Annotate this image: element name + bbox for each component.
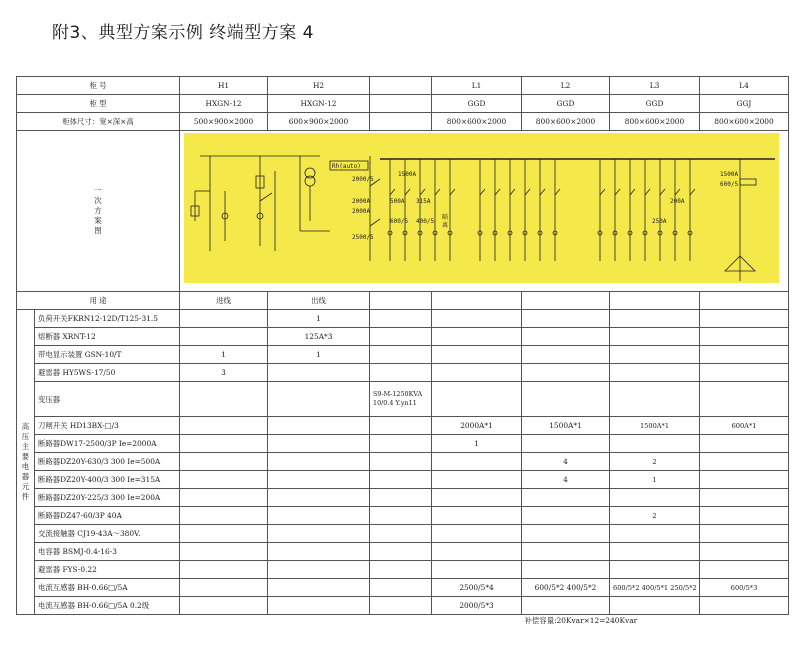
component-qty bbox=[700, 346, 789, 364]
component-qty bbox=[180, 507, 268, 525]
cabinet-cell: 600×900×2000 bbox=[268, 113, 370, 131]
component-qty bbox=[522, 525, 610, 543]
component-qty: 1500A*1 bbox=[522, 417, 610, 435]
cabinet-cell: H1 bbox=[180, 77, 268, 95]
diagram-label: 250A bbox=[652, 218, 667, 225]
cabinet-cell: GGD bbox=[522, 95, 610, 113]
component-qty bbox=[700, 561, 789, 579]
header-row bbox=[17, 95, 789, 113]
component-qty bbox=[700, 543, 789, 561]
component-name: 电流互感器 BH-0.66□/5A bbox=[35, 579, 180, 597]
component-row bbox=[17, 525, 789, 543]
component-qty bbox=[700, 507, 789, 525]
component-row bbox=[17, 417, 789, 435]
component-qty: 4 bbox=[522, 453, 610, 471]
component-qty bbox=[700, 435, 789, 453]
component-qty bbox=[700, 310, 789, 328]
row-label: 用 途 bbox=[17, 292, 180, 310]
component-name: 避雷器 HY5WS-17/50 bbox=[35, 364, 180, 382]
usage-cell bbox=[370, 292, 432, 310]
component-qty: 2000A*1 bbox=[432, 417, 522, 435]
component-qty bbox=[268, 435, 370, 453]
cabinet-cell: L4 bbox=[700, 77, 789, 95]
page-title: 附3、典型方案示例 终端型方案 4 bbox=[52, 23, 314, 43]
component-qty bbox=[180, 597, 268, 615]
component-row bbox=[17, 561, 789, 579]
component-qty bbox=[268, 543, 370, 561]
component-qty bbox=[522, 435, 610, 453]
one-line-diagram bbox=[180, 131, 789, 291]
diagram-label: 600/5 bbox=[390, 218, 409, 225]
cabinet-cell bbox=[370, 113, 432, 131]
component-name: 避雷器 FYS-0.22 bbox=[35, 561, 180, 579]
scheme-diagram-row bbox=[17, 131, 789, 292]
component-qty bbox=[180, 525, 268, 543]
component-name: 交流接触器 CJ19-43A～380V. bbox=[35, 525, 180, 543]
cabinet-cell: 800×600×2000 bbox=[432, 113, 522, 131]
component-row bbox=[17, 364, 789, 382]
component-qty bbox=[610, 382, 700, 417]
component-qty bbox=[268, 579, 370, 597]
cabinet-cell: 800×600×2000 bbox=[700, 113, 789, 131]
component-qty bbox=[370, 364, 432, 382]
component-qty bbox=[700, 525, 789, 543]
cabinet-cell: GGD bbox=[432, 95, 522, 113]
component-qty bbox=[180, 543, 268, 561]
diagram-label: 1500A bbox=[398, 171, 417, 178]
component-row bbox=[17, 489, 789, 507]
footnote-row bbox=[17, 615, 789, 627]
component-qty bbox=[180, 328, 268, 346]
component-row bbox=[17, 382, 789, 417]
component-qty bbox=[180, 382, 268, 417]
header-row bbox=[17, 77, 789, 95]
component-qty bbox=[522, 310, 610, 328]
component-qty bbox=[432, 382, 522, 417]
component-qty: 600/5*2 400/5*2 bbox=[522, 579, 610, 597]
usage-row bbox=[17, 292, 789, 310]
component-qty bbox=[180, 561, 268, 579]
component-qty bbox=[370, 310, 432, 328]
cabinet-cell bbox=[370, 77, 432, 95]
component-qty bbox=[370, 453, 432, 471]
component-qty bbox=[268, 525, 370, 543]
diagram-label: 2000/5 bbox=[352, 176, 374, 183]
component-qty bbox=[180, 435, 268, 453]
component-qty bbox=[432, 310, 522, 328]
component-qty bbox=[268, 417, 370, 435]
row-label: 柜体尺寸：宽×深×高 bbox=[17, 113, 180, 131]
component-row bbox=[17, 328, 789, 346]
component-qty bbox=[370, 346, 432, 364]
diagram-label: 2500/5 bbox=[352, 234, 374, 241]
component-qty bbox=[432, 525, 522, 543]
component-qty bbox=[700, 489, 789, 507]
component-qty bbox=[700, 328, 789, 346]
component-qty: 2000/5*3 bbox=[432, 597, 522, 615]
component-qty: 2 bbox=[610, 507, 700, 525]
cabinet-cell: L2 bbox=[522, 77, 610, 95]
component-row bbox=[17, 435, 789, 453]
diagram-label: 2000A bbox=[352, 198, 371, 205]
component-qty bbox=[370, 328, 432, 346]
component-qty: S9-M-1250KVA 10/0.4 Y.yn11 bbox=[370, 382, 432, 417]
usage-cell bbox=[432, 292, 522, 310]
component-qty bbox=[522, 328, 610, 346]
component-qty bbox=[370, 543, 432, 561]
component-qty bbox=[268, 453, 370, 471]
cabinet-cell: L3 bbox=[610, 77, 700, 95]
component-qty bbox=[370, 579, 432, 597]
component-qty bbox=[268, 364, 370, 382]
component-qty bbox=[370, 471, 432, 489]
component-qty bbox=[610, 346, 700, 364]
component-qty: 600/5*2 400/5*1 250/5*2 bbox=[610, 579, 700, 597]
diagram-label: 隔 bbox=[442, 214, 449, 221]
diagram-label: 离 bbox=[442, 222, 449, 229]
diagram-label: 200A bbox=[670, 198, 685, 205]
component-name: 断路器DW17-2500/3P Ie=2000A bbox=[35, 435, 180, 453]
component-qty bbox=[700, 382, 789, 417]
component-row bbox=[17, 346, 789, 364]
footnote-spacer bbox=[17, 615, 522, 627]
component-row bbox=[17, 579, 789, 597]
cabinet-cell: HXGN-12 bbox=[268, 95, 370, 113]
component-qty bbox=[370, 489, 432, 507]
scheme-table-sheet bbox=[16, 76, 788, 628]
component-qty: 1500A*1 bbox=[610, 417, 700, 435]
component-qty bbox=[180, 471, 268, 489]
component-qty: 2500/5*4 bbox=[432, 579, 522, 597]
component-row bbox=[17, 453, 789, 471]
scheme-label-text: 一 次 方 案 图 bbox=[94, 186, 102, 235]
component-qty bbox=[700, 453, 789, 471]
component-qty bbox=[268, 507, 370, 525]
component-name: 断路器DZ20Y-630/3 300 Ie=500A bbox=[35, 453, 180, 471]
component-qty bbox=[610, 435, 700, 453]
usage-cell: 进线 bbox=[180, 292, 268, 310]
component-qty bbox=[522, 364, 610, 382]
component-qty bbox=[180, 417, 268, 435]
compensation-capacity: 补偿容量:20Kvar×12=240Kvar bbox=[522, 615, 789, 627]
component-qty bbox=[370, 507, 432, 525]
component-qty bbox=[432, 561, 522, 579]
component-qty: 2 bbox=[610, 453, 700, 471]
component-qty bbox=[370, 561, 432, 579]
component-name: 电容器 BSMJ-0.4-16-3 bbox=[35, 543, 180, 561]
component-qty bbox=[370, 435, 432, 453]
component-qty bbox=[610, 489, 700, 507]
component-qty bbox=[522, 597, 610, 615]
component-qty bbox=[432, 471, 522, 489]
component-qty bbox=[700, 364, 789, 382]
component-name: 带电显示装置 GSN-10/T bbox=[35, 346, 180, 364]
diagram-label: 1500A bbox=[720, 171, 739, 178]
component-qty bbox=[522, 507, 610, 525]
component-qty bbox=[700, 471, 789, 489]
component-row bbox=[17, 597, 789, 615]
component-qty: 1 bbox=[268, 310, 370, 328]
component-qty: 4 bbox=[522, 471, 610, 489]
cabinet-cell: GGJ bbox=[700, 95, 789, 113]
component-qty bbox=[180, 489, 268, 507]
component-name: 负荷开关FKRN12-12D/T125-31.5 bbox=[35, 310, 180, 328]
component-qty: 1 bbox=[432, 435, 522, 453]
scheme-diagram-cell bbox=[180, 131, 789, 292]
component-name: 熔断器 XRNT-12 bbox=[35, 328, 180, 346]
component-qty bbox=[432, 364, 522, 382]
component-name: 断路器DZ20Y-225/3 300 Ie=200A bbox=[35, 489, 180, 507]
row-label: 柜 号 bbox=[17, 77, 180, 95]
component-qty: 1 bbox=[268, 346, 370, 364]
cabinet-cell bbox=[370, 95, 432, 113]
component-qty bbox=[522, 561, 610, 579]
diagram-label: 315A bbox=[416, 198, 431, 205]
diagram-label: 2000A bbox=[352, 208, 371, 215]
diagram-label: 500A bbox=[390, 198, 405, 205]
rh-box-label: Rh(auto) bbox=[332, 163, 361, 170]
component-qty bbox=[610, 525, 700, 543]
component-qty bbox=[432, 328, 522, 346]
component-name: 变压器 bbox=[35, 382, 180, 417]
component-qty bbox=[268, 489, 370, 507]
component-qty: 1 bbox=[610, 471, 700, 489]
component-name: 断路器DZ47-60/3P 40A bbox=[35, 507, 180, 525]
component-qty bbox=[432, 346, 522, 364]
component-qty bbox=[522, 489, 610, 507]
component-qty: 3 bbox=[180, 364, 268, 382]
component-qty bbox=[268, 382, 370, 417]
component-qty bbox=[522, 382, 610, 417]
header-row bbox=[17, 113, 789, 131]
cabinet-cell: 800×600×2000 bbox=[522, 113, 610, 131]
component-qty bbox=[432, 489, 522, 507]
cabinet-cell: HXGN-12 bbox=[180, 95, 268, 113]
component-qty bbox=[610, 310, 700, 328]
usage-cell: 出线 bbox=[268, 292, 370, 310]
component-qty bbox=[180, 310, 268, 328]
component-qty bbox=[268, 561, 370, 579]
component-row bbox=[17, 507, 789, 525]
diagram-label: 600/5 bbox=[720, 181, 739, 188]
component-qty bbox=[610, 597, 700, 615]
component-qty bbox=[610, 543, 700, 561]
component-qty bbox=[432, 543, 522, 561]
component-row bbox=[17, 471, 789, 489]
component-qty bbox=[370, 417, 432, 435]
component-qty bbox=[370, 525, 432, 543]
component-qty bbox=[180, 579, 268, 597]
usage-cell bbox=[522, 292, 610, 310]
component-qty bbox=[610, 561, 700, 579]
component-qty bbox=[268, 471, 370, 489]
component-name: 电流互感器 BH-0.66□/5A 0.2级 bbox=[35, 597, 180, 615]
group-label-text: 高 压 主 要 电 器 元 件 bbox=[21, 422, 30, 501]
component-qty: 600/5*3 bbox=[700, 579, 789, 597]
component-name: 刀闸开关 HD13BX-□/3 bbox=[35, 417, 180, 435]
usage-cell bbox=[610, 292, 700, 310]
component-qty bbox=[432, 507, 522, 525]
component-qty: 600A*1 bbox=[700, 417, 789, 435]
component-qty bbox=[610, 364, 700, 382]
cabinet-cell: 800×600×2000 bbox=[610, 113, 700, 131]
component-qty bbox=[522, 346, 610, 364]
component-row bbox=[17, 543, 789, 561]
usage-cell bbox=[700, 292, 789, 310]
row-label: 柜 型 bbox=[17, 95, 180, 113]
component-qty bbox=[610, 328, 700, 346]
component-qty bbox=[700, 597, 789, 615]
diagram-label: 400/5 bbox=[416, 218, 435, 225]
component-qty bbox=[180, 453, 268, 471]
scheme-table bbox=[16, 76, 789, 626]
cabinet-cell: GGD bbox=[610, 95, 700, 113]
cabinet-cell: H2 bbox=[268, 77, 370, 95]
component-qty: 1 bbox=[180, 346, 268, 364]
component-row bbox=[17, 310, 789, 328]
component-qty bbox=[522, 543, 610, 561]
cabinet-cell: 500×900×2000 bbox=[180, 113, 268, 131]
component-qty bbox=[268, 597, 370, 615]
component-qty: 125A*3 bbox=[268, 328, 370, 346]
group-label bbox=[17, 310, 35, 615]
component-name: 断路器DZ20Y-400/3 300 Ie=315A bbox=[35, 471, 180, 489]
scheme-label bbox=[17, 131, 180, 292]
cabinet-cell: L1 bbox=[432, 77, 522, 95]
component-qty bbox=[432, 453, 522, 471]
component-qty bbox=[370, 597, 432, 615]
